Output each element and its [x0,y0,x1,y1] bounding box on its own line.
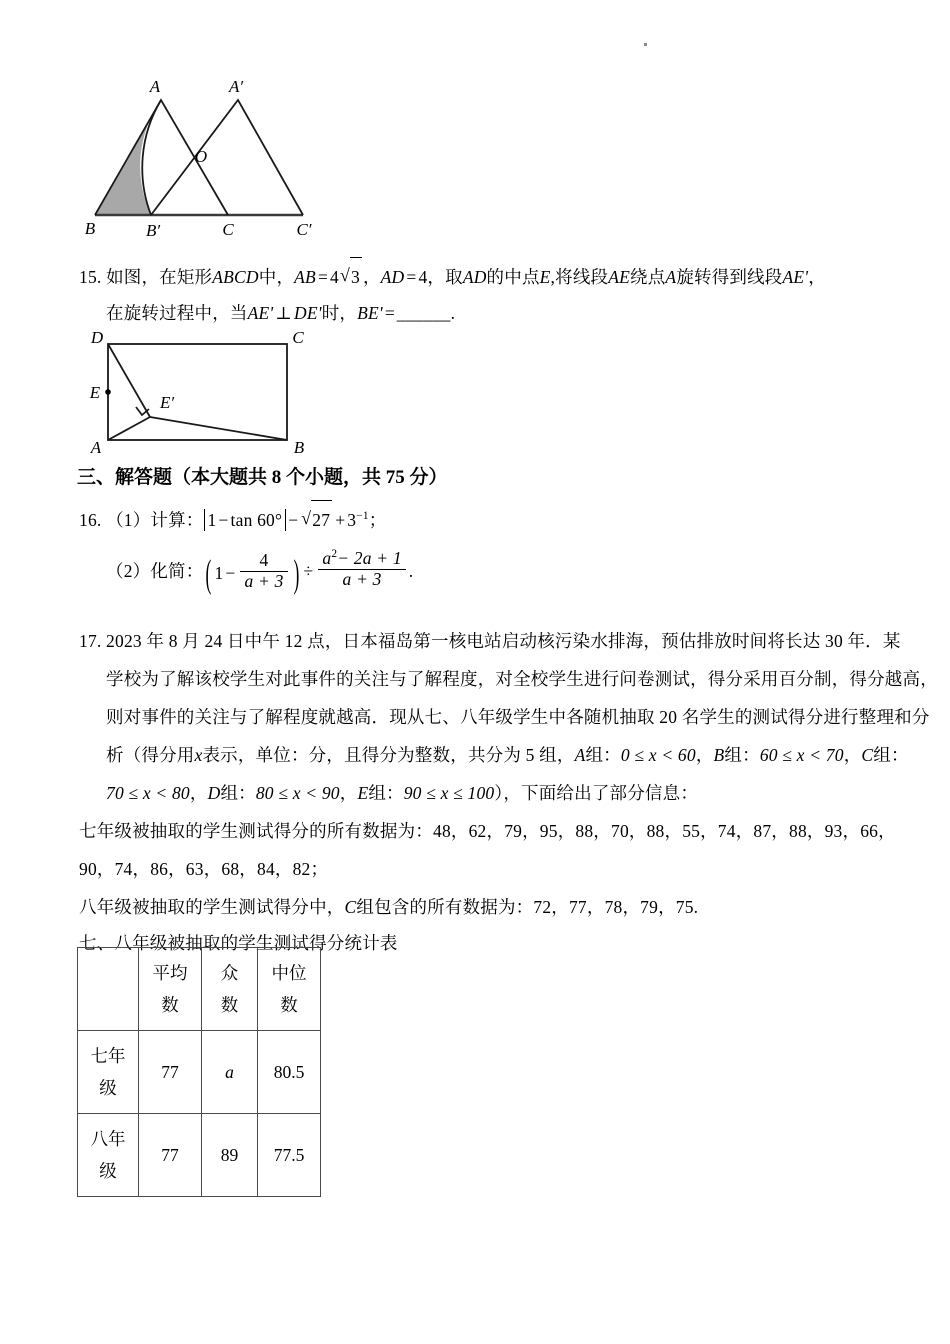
label-B: B [84,219,96,238]
q17-l4-t4: 组： [724,745,760,765]
label-A-prime: A′ [228,77,244,96]
grade7-label-bottom: 级 [99,1078,117,1098]
q16-plus: + [335,510,346,530]
q17-l5-t2: 组： [368,783,404,803]
q17-l4-t3: 组： [585,745,621,765]
q17-group-B: B [713,745,725,765]
q17-group-D: D [207,783,221,803]
q17-group-C: C [861,745,874,765]
q17-group-A: A [574,745,586,765]
column-header-median [258,948,321,1031]
q15-l2-eq: = [384,303,395,323]
q15-l2-m2: DE' [294,303,322,323]
q15-m1: ABCD [212,267,259,287]
label-D: D [90,328,104,347]
q17-l5-c2: ， [339,783,358,803]
q15-m8: AE' [782,267,809,287]
q15-l2-m3: BE' [357,303,383,323]
label-C-prime: C′ [296,220,312,239]
col-mode-bottom: 数 [220,995,239,1015]
q16-minus2: − [288,510,299,530]
q17-range-B: 60 ≤ x < 70 [759,745,844,765]
q16-sqrt-radicand: 27 [311,500,332,539]
col-mean-top: 平均 [152,963,188,983]
q17-l5-t3: ），下面给出了部分信息： [494,783,699,803]
q17-range-D: 80 ≤ x < 90 [255,783,340,803]
q15-c2: ，取 [427,267,463,287]
q15-m2: AB [294,267,316,287]
triangle-A-prime-B-prime-C-prime [151,100,303,215]
q16-abs-1: 1 [207,510,217,530]
q16-one: 1 [214,562,224,583]
label-O: O [194,147,208,166]
label-B-prime: B′ [145,221,161,240]
grade7-scores-part-1: 48，62，79，95，88，70，88，55，74，87，88，93，66， [433,821,896,841]
q17-l4-c2: ， [843,745,862,765]
q15-t5: 绕点 [630,267,666,287]
frac2-num-a: a [322,548,332,569]
question-17-line-3: 则对事件的关注与了解程度就越高．现从七、八年级学生中各随机抽取 20 名学生的测试得分进行整理和分 [106,707,930,727]
q16-exponent: −1 [356,510,369,523]
q15-l2-m1: AE' [247,303,274,323]
col-median-bottom: 数 [280,995,298,1015]
q16-p2-label: （2）化简： [106,561,204,581]
q16-minus: − [225,562,236,583]
segment-E-prime-B [150,417,287,440]
q16-abs-minus: − [218,510,229,530]
q15-period: . [450,303,456,323]
absolute-value-expression [204,509,287,531]
table-row [78,1031,321,1114]
row-header-grade8 [78,1114,139,1197]
grade7-median-value: 80.5 [258,1031,321,1114]
label-B: B [293,438,305,457]
grade8-label-top: 八年 [90,1129,126,1149]
q15-eq2: = [406,267,417,287]
q16-semicolon: ； [368,510,387,530]
q15-c3: ， [808,267,826,287]
column-header-mode [202,948,258,1031]
label-E: E [89,383,101,402]
q15-l2-t1: 在旋转过程中，当 [106,303,248,323]
q15-t1: 如图，在矩形 [106,267,213,287]
q15-n4a: 4 [330,267,339,287]
rotated-triangle-figure [70,62,400,247]
column-header-mean [139,948,202,1031]
q17-range-A: 0 ≤ x < 60 [620,745,696,765]
frac2-numerator [318,549,405,569]
grade8-label-bottom: 级 [99,1161,117,1181]
q16-divide: ÷ [303,561,314,581]
row-header-grade7 [78,1031,139,1114]
fraction-4-over-a-plus-3 [240,551,287,591]
right-angle-marker [136,407,149,415]
q15-t6: 旋转得到线段 [676,267,783,287]
question-17-line-2: 学校为了解该校学生对此事件的关注与了解程度，对全校学生进行问卷测试，得分采用百分制，得分越高， [106,669,938,689]
question-16-part-2 [106,548,413,596]
question-16-part-1 [79,500,386,539]
segment-A-E-prime [108,417,150,440]
q16-tan: tan 60° [230,510,283,530]
q17-range-C: 70 ≤ x < 80 [106,783,190,803]
q15-t4: ,将线段 [550,267,609,287]
label-C: C [292,328,304,347]
grade7-mean-value: 77 [139,1031,202,1114]
question-17-grade7-data-line-1 [79,812,896,850]
q15-rad1: 3 [350,257,362,296]
grade8-mode-value: 89 [202,1114,258,1197]
q17-l4-t5: 组： [873,745,909,765]
grade8-mean-value: 77 [139,1114,202,1197]
grade8-median-value: 77.5 [258,1114,321,1197]
q15-n4b: 4 [418,267,428,287]
question-15-line-2 [106,294,455,332]
q17-l4-m1: x [194,745,203,765]
section-heading-3: 三、解答题（本大题共 8 个小题，共 75 分） [77,467,448,488]
table-corner-cell [78,948,139,1031]
q15-answer-blank: ______ [396,303,451,323]
q16-p1-label: （1）计算： [106,510,204,530]
col-mean-bottom: 数 [161,995,179,1015]
parenthesized-expression [203,550,301,596]
q16-period: . [408,561,414,581]
q16-base3: 3 [347,510,357,530]
q17-l4-t1: 析（得分用 [106,745,195,765]
col-median-top: 中位 [271,963,307,983]
segment-D-E-prime [108,344,150,417]
table-header-row [78,948,321,1031]
q15-m6: AE [608,267,631,287]
table-row [78,1114,321,1197]
q17-group-E: E [357,783,369,803]
frac1-denominator: a + 3 [240,571,287,592]
page-artifact-dot [644,43,647,46]
q15-c1: ， [362,267,381,287]
q15-m3: AD [380,267,405,287]
label-E-prime: E′ [159,393,175,412]
grade7-label-top: 七年 [90,1046,126,1066]
fraction-quadratic-over-a-plus-3 [318,549,405,589]
q15-t3: 的中点 [486,267,540,287]
q15-l2-t2: 时， [321,303,358,323]
q17-range-E: 90 ≤ x ≤ 100 [403,783,495,803]
grade8-scores: 组包含的所有数据为：72，77，78，79，75. [356,897,699,917]
frac1-numerator: 4 [259,550,269,571]
question-17-grade8-line [79,888,698,926]
q17-l5-c1: ， [189,783,208,803]
question-17-line-1: 17. 2023 年 8 月 24 日中午 12 点，日本福岛第一核电站启动核污染水排海，预估排放时间将长达 30 年．某 [79,631,901,651]
score-statistics-table [77,947,321,1197]
question-17-line-4 [106,736,909,774]
col-mode-top: 众 [220,963,239,983]
grade7-intro: 七年级被抽取的学生测试得分的所有数据为： [79,821,433,841]
sqrt-3 [340,257,362,296]
label-A: A [90,438,102,457]
frac2-num-rest: − 2a + 1 [337,548,402,569]
q17-l4-c1: ， [695,745,714,765]
q17-l5-t1: 组： [220,783,256,803]
grade8-t1: 八年级被抽取的学生测试得分中， [79,897,345,917]
midpoint-E-dot [105,389,111,395]
q15-number: 15. [79,267,102,287]
q16-number: 16. [79,510,102,530]
q15-m5: E [539,267,551,287]
q15-eq1: = [317,267,329,287]
q15-m4: AD [462,267,487,287]
question-17-line-5 [106,774,698,812]
grade8-group-C: C [344,897,357,917]
label-C: C [222,220,234,239]
frac2-num-exp: 2 [331,548,338,561]
rectangle-ABCD-figure [70,328,330,463]
q17-l4-t2: 表示，单位：分，且得分为整数，共分为 5 组， [202,745,575,765]
grade7-mode-value: a [202,1031,258,1114]
label-A: A [149,77,161,96]
frac2-denominator: a + 3 [318,569,405,590]
stats-table-caption: 七、八年级被抽取的学生测试得分统计表 [79,933,398,953]
q15-perp: ⊥ [275,303,293,323]
sqrt-27 [301,500,332,539]
question-17-grade7-data-line-2: 90，74，86，63，68，84，82； [79,859,329,879]
question-15-line-1 [79,257,826,296]
q15-m7: A [665,267,677,287]
rotation-arc [142,100,161,215]
q15-t2: 中， [258,267,295,287]
